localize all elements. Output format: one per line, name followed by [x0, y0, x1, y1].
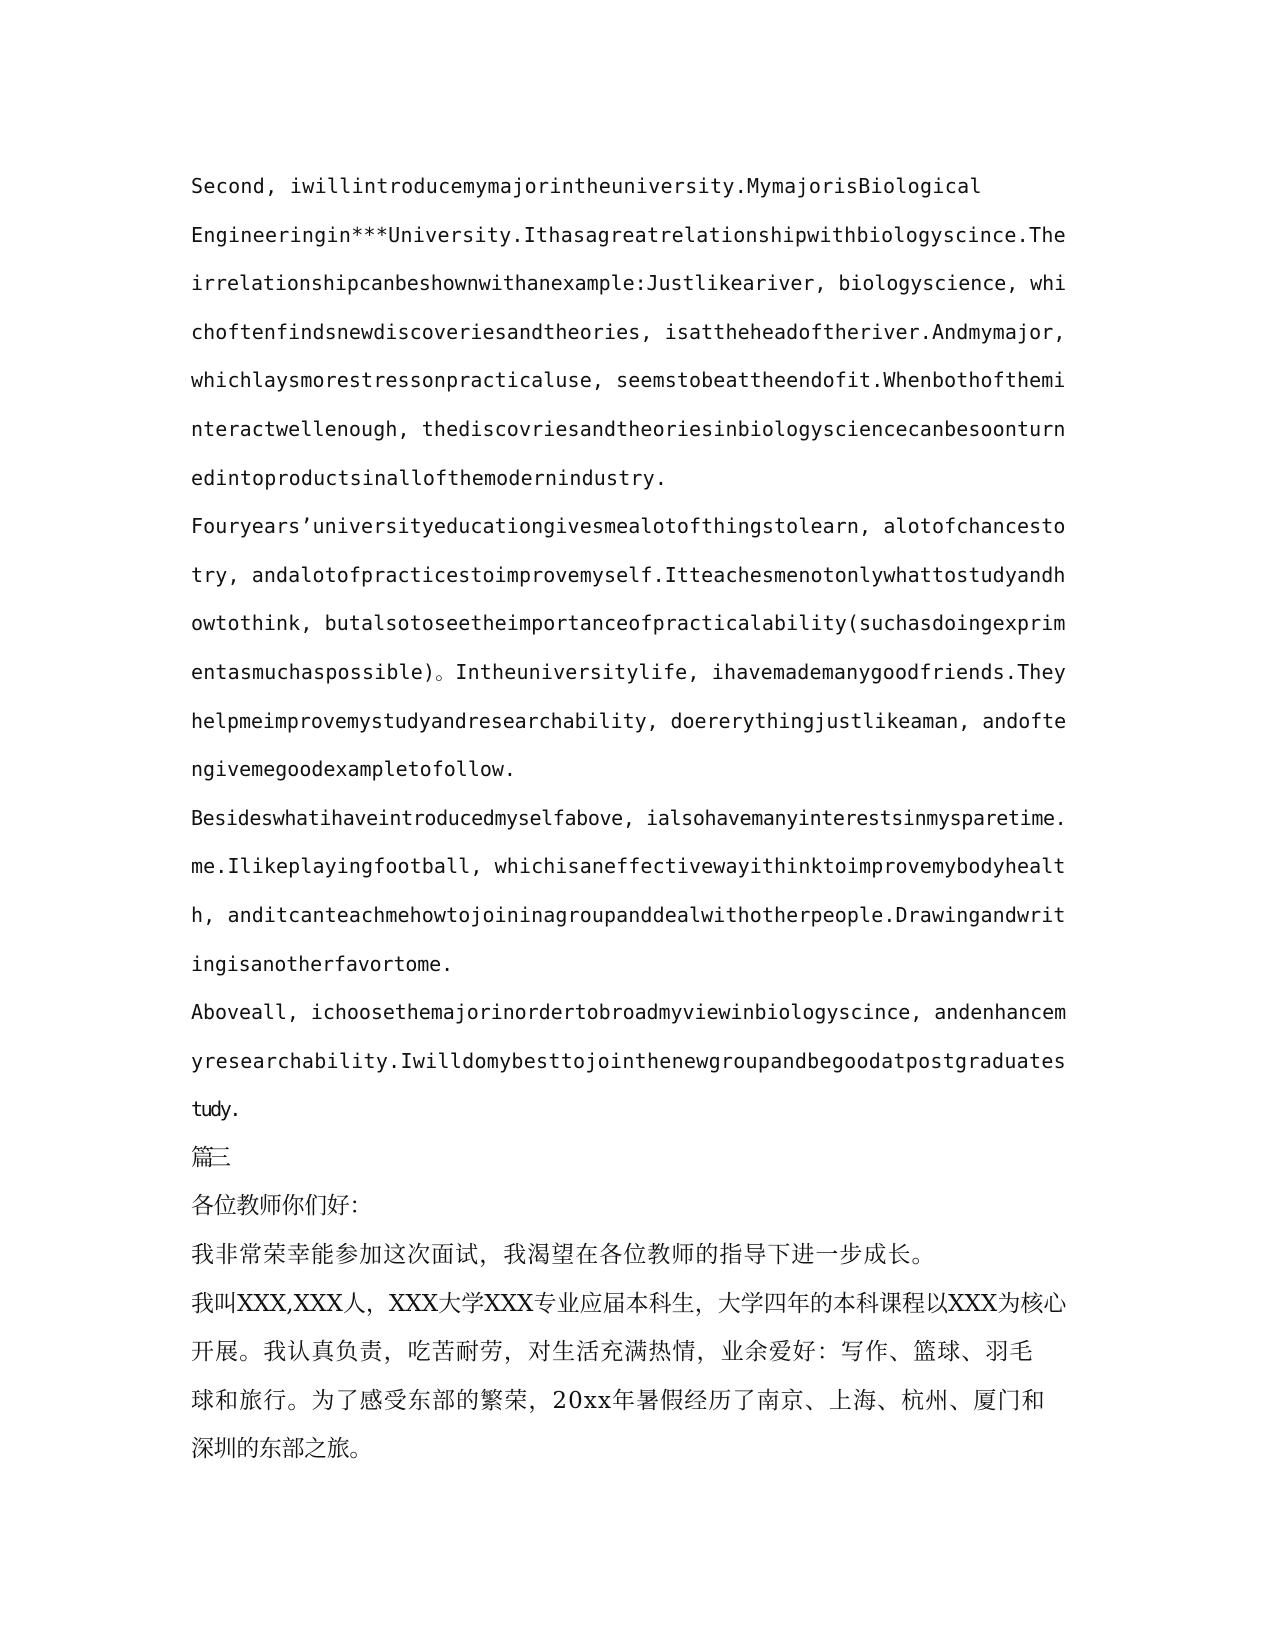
text-line: Besideswhatihaveintroducedmyselfabove, ialsohavemanyinterestsinmysparetime.	[191, 805, 1067, 830]
text-line: Engineeringin***University.Ithasagreatrelationshipwithbiologyscince.The	[191, 222, 1066, 247]
text-line: helpmeimprovemystudyandresearchability, doererythingjustlikeaman, andofte	[191, 708, 1067, 733]
text-line: tudy.	[191, 1097, 239, 1122]
section-heading: 篇三	[191, 1144, 225, 1171]
text-line: yresearchability.Iwilldomybesttojointhenewgroupandbegoodatpostgraduates	[191, 1048, 1066, 1073]
text-line: Aboveall, ichoosethemajorinordertobroadmyviewinbiologyscince, andenhancem	[191, 1000, 1067, 1025]
text-line: irrelationshipcanbeshownwithanexample:Justlikeariver, biologyscience, whi	[191, 271, 1067, 296]
text-line: 我非常荣幸能参加这次面试，我渴望在各位教师的指导下进一步成长。	[191, 1242, 936, 1269]
text-line: h, anditcanteachmehowtojoininagroupanddealwithotherpeople.Drawingandwrit	[191, 902, 1066, 927]
text-line: ngivemegoodexampletofollow.	[191, 757, 516, 782]
text-line: me.Ilikeplayingfootball, whichisaneffectivewayithinktoimprovemybodyhealt	[191, 854, 1066, 879]
text-line: Fouryears’universityeducationgivesmealotofthingstolearn, alotofchancesto	[191, 514, 1066, 539]
document-body	[191, 162, 1081, 1474]
text-line: Second, iwillintroducemymajorintheuniversity.MymajorisBiological	[191, 174, 982, 198]
text-line: nteractwellenough, thediscovriesandtheoriesinbiologysciencecanbesoonturn	[191, 416, 1066, 441]
text-line: edintoproductsinallofthemodernindustry.	[191, 465, 668, 490]
text-line: owtothink, butalsotoseetheimportanceofpracticalability(suchasdoingexprim	[191, 611, 1066, 636]
text-line: whichlaysmorestressonpracticaluse, seemstobeattheendofit.Whenbothofthemi	[191, 368, 1066, 393]
text-line: 我叫XXX,XXX人，XXX大学XXX专业应届本科生，大学四年的本科课程以XXX为核心	[191, 1290, 1067, 1317]
greeting-line: 各位教师你们好：	[191, 1193, 372, 1220]
text-line: 开展。我认真负责，吃苦耐劳，对生活充满热情，业余爱好：写作、篮球、羽毛	[191, 1339, 1034, 1366]
text-line: 球和旅行。为了感受东部的繁荣，20xx年暑假经历了南京、上海、杭州、厦门和	[191, 1387, 1046, 1414]
text-line: 深圳的东部之旅。	[191, 1436, 372, 1463]
text-line: entasmuchaspossible)。Intheuniversitylife, ihavemademanygoodfriends.They	[191, 659, 1066, 684]
text-line: ingisanotherfavortome.	[191, 951, 454, 976]
text-line: try, andalotofpracticestoimprovemyself.Itteachesmenotonlywhattostudyandh	[191, 562, 1066, 587]
text-line: choftenfindsnewdiscoveriesandtheories, isattheheadoftheriver.Andmymajor,	[191, 319, 1066, 344]
